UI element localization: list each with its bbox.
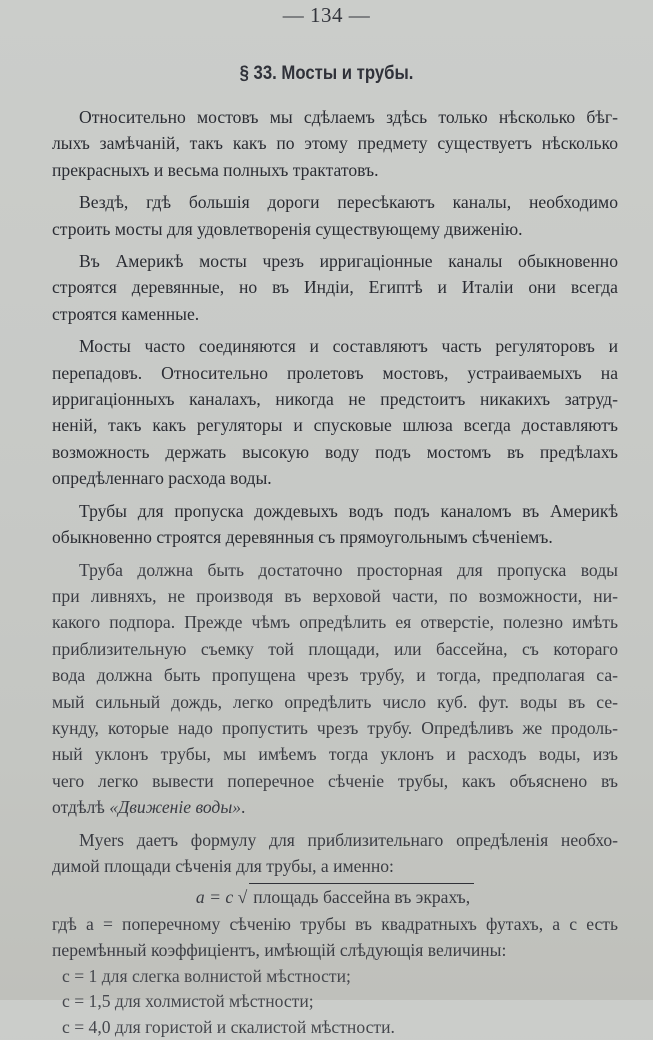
body-text (52, 104, 618, 1040)
text-line: Myers даетъ формулу для приблизительнаго опредѣленія необхо- (79, 829, 618, 850)
text-line: ирригаціонныхъ каналахъ, никогда не предстоитъ никакихъ затруд- (52, 389, 618, 410)
myers-formula (52, 883, 618, 910)
text-line: неній, такъ какъ регуляторы и спусковые шлюза всегда доставляютъ (52, 415, 618, 436)
radical-sign-icon: √ (237, 887, 248, 908)
text-line: строить мосты для удовлетворенія существующему движенію. (52, 218, 523, 239)
paragraph-regulators (52, 333, 618, 491)
text-line: Вездѣ, гдѣ большія дороги пересѣкаютъ каналы, необходимо (79, 192, 618, 213)
formula-radicand: площадь бассейна въ экрахъ, (249, 883, 474, 910)
text-line: при ливняхъ, не производя въ верховой части, по возможности, ни- (52, 585, 618, 606)
text-line: перемѣнный коэффиціентъ, имѣющій слѣдующія величины: (52, 940, 507, 961)
paragraph-culvert-size (52, 557, 618, 821)
text-line: прекрасныхъ и весьма полныхъ трактатовъ. (52, 159, 379, 180)
cross-reference-prefix: отдѣлѣ (52, 797, 110, 818)
coefficient-list (52, 964, 618, 1040)
text-line: строятся каменные. (52, 303, 200, 324)
cross-reference-title: «Движеніе воды» (109, 797, 242, 818)
paragraph-myers (52, 827, 618, 880)
formula-lhs: a = c (195, 887, 234, 908)
text-line: Въ Америкѣ мосты чрезъ ирригаціонные каналы обыкновенно (79, 251, 618, 272)
text-line: димой площади сѣченія для трубы, а именно: (52, 855, 394, 876)
page-number: — 134 — (282, 3, 371, 27)
text-line: Труба должна быть достаточно просторная для пропуска воды (79, 559, 618, 580)
coefficient-item: c = 4,0 для гористой и скалистой мѣстности. (62, 1016, 395, 1037)
text-line: строятся деревянные, но въ Индіи, Египтѣ и Италіи они всегда (52, 277, 618, 298)
text-line: ный уклонъ трубы, мы имѣемъ тогда уклонъ и расходъ воды, изъ (52, 744, 618, 765)
text-line: кунду, которые надо пропустить чрезъ трубу. Опредѣливъ же продоль- (52, 717, 618, 738)
paragraph-america (52, 248, 618, 327)
text-line: мый сильный дождь, легко опредѣлить число куб. фут. воды въ се- (52, 691, 618, 712)
text-line: Трубы для пропуска дождевыхъ водъ подъ каналомъ въ Америкѣ (79, 500, 618, 521)
coefficient-item: c = 1 для слегка волнистой мѣстности; (62, 965, 351, 986)
formula-definition (52, 911, 618, 964)
text-line: Относительно мостовъ мы сдѣлаемъ здѣсь только нѣсколько бѣг- (79, 107, 618, 127)
text-line: Мосты часто соединяются и составляютъ часть регуляторовъ и (79, 336, 618, 357)
paragraph-roads (52, 189, 618, 242)
text-line (25, 794, 618, 820)
paragraph-culverts (52, 498, 618, 551)
text-line: вода должна быть пропущена чрезъ трубу, и тогда, предполагая са- (52, 665, 618, 686)
coefficient-item: c = 1,5 для холмистой мѣстности; (62, 991, 314, 1012)
paragraph-bridges-intro (52, 104, 618, 183)
text-line: гдѣ a = поперечному сѣченію трубы въ квадратныхъ футахъ, а c есть (52, 913, 618, 934)
text-line: какого подпора. Прежде чѣмъ опредѣлить ея отверстіе, полезно имѣть (52, 612, 618, 633)
text-line: опредѣленнаго расхода воды. (52, 468, 272, 489)
cross-reference-suffix: . (241, 797, 246, 818)
text-line: приблизительную съемку той площади, или бассейна, съ котораго (52, 638, 618, 659)
text-line: обыкновенно строятся деревянныя съ прямоугольнымъ сѣченіемъ. (52, 527, 553, 548)
text-line: возможность держать высокую воду подъ мостомъ въ предѣлахъ (52, 441, 618, 462)
text-line: перепадовъ. Относительно пролетовъ мостовъ, устраиваемыхъ на (52, 362, 618, 383)
text-line: лыхъ замѣчаній, такъ какъ по этому предмету существуетъ нѣсколько (52, 133, 618, 154)
section-heading: § 33. Мосты и трубы. (239, 63, 414, 84)
text-line: чего легко вывести поперечное сѣченіе трубы, какъ объяснено въ (52, 770, 618, 791)
